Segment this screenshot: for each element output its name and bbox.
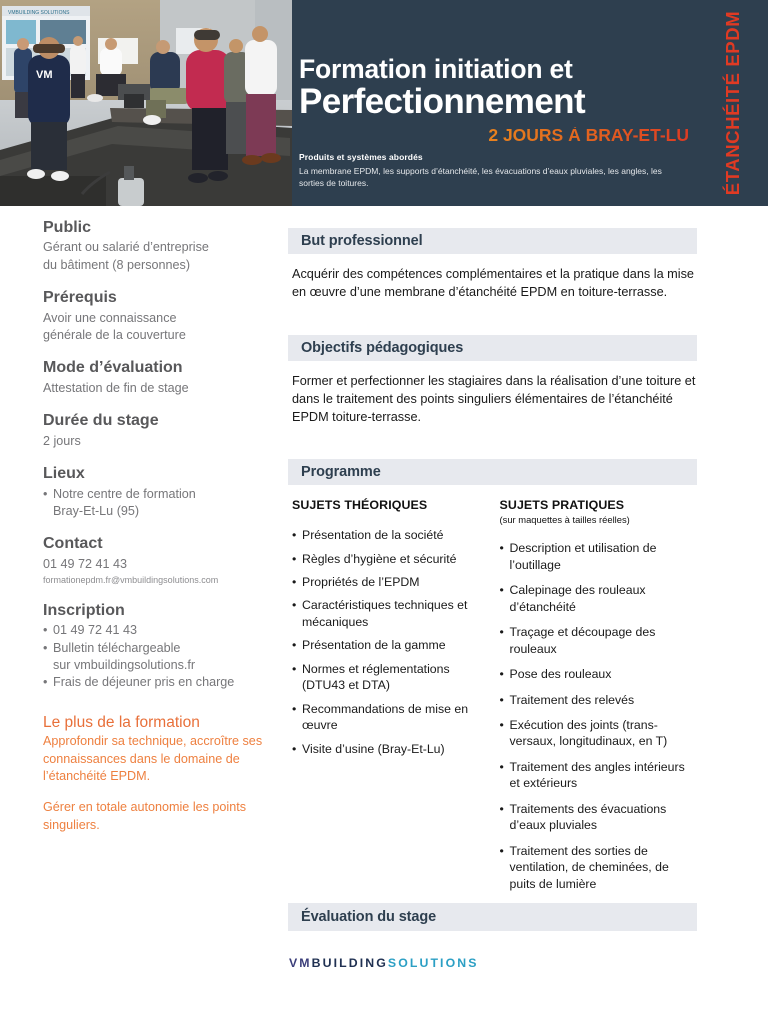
programme-list-pratiques <box>500 540 697 892</box>
section-title: Programme <box>301 464 381 481</box>
list-item: • Traitement des angles intérieurs et extérieurs <box>500 759 697 792</box>
section-header-programme <box>288 459 697 485</box>
programme-columns <box>288 485 697 901</box>
plus-body: Approfondir sa technique, accroître ses connaissances dans le domaine de l’étanchéité EPDM. <box>43 734 263 784</box>
company-logo <box>289 956 479 970</box>
sidebar-heading-inscription: Inscription <box>43 601 125 619</box>
sidebar-block-duree <box>43 411 278 450</box>
course-duration-location: 2 JOURS À BRAY-ET-LU <box>488 125 689 145</box>
sidebar-block-lieux <box>43 464 278 520</box>
sidebar-block-public <box>43 218 278 274</box>
section-title: But professionnel <box>301 233 423 249</box>
sidebar-block-plus <box>43 714 278 834</box>
vertical-category-text: ÉTANCHÉITÉ EPDM <box>722 10 744 196</box>
list-item <box>43 486 278 521</box>
svg-text:VMBUILDING SOLUTIONS: VMBUILDING SOLUTIONS <box>8 10 70 16</box>
sidebar-block-mode-evaluation <box>43 358 278 397</box>
sidebar-block-contact <box>43 534 278 586</box>
programme-heading-pratiques: SUJETS PRATIQUES <box>499 498 625 513</box>
sidebar-text-prerequis-line1: Avoir une connaissance <box>43 310 177 325</box>
list-item: • Description et utilisation de l’outillage <box>500 540 697 573</box>
plus-body-secondary: Gérer en totale autonomie les points singuliers. <box>43 800 247 832</box>
logo-part-solutions: SOLUTIONS <box>387 956 479 970</box>
main-content <box>288 228 697 901</box>
list-item: • Recommandations de mise en œuvre <box>292 701 486 734</box>
sidebar-heading-lieux: Lieux <box>43 465 85 483</box>
inscription-item-0-text: 01 49 72 41 43 <box>53 623 138 638</box>
sidebar-list-lieux <box>43 486 278 521</box>
sidebar-text-public-line2: du bâtiment (8 personnes) <box>43 257 191 272</box>
list-item: • Traitement des relevés <box>500 692 697 708</box>
inscription-item-2-text: Frais de déjeuner pris en charge <box>53 675 235 690</box>
sidebar-block-prerequis <box>43 288 278 344</box>
section-title: Objectifs pédagogiques <box>301 340 464 357</box>
section-title: Évaluation du stage <box>301 909 437 925</box>
inscription-item-1-cont[interactable]: sur vmbuildingsolutions.fr <box>53 658 196 672</box>
programme-list-theoriques <box>292 527 486 757</box>
inscription-item-1-text: Bulletin téléchargeable <box>53 640 181 655</box>
sidebar-text-mode-evaluation: Attestation de fin de stage <box>43 380 189 395</box>
list-item: • Visite d’usine (Bray-Et-Lu) <box>292 741 486 757</box>
sidebar-heading-mode-evaluation: Mode d’évaluation <box>43 359 183 377</box>
sidebar-text-prerequis-line2: générale de la couverture <box>43 328 186 343</box>
section-header-objectifs <box>288 335 697 361</box>
list-item: • Règles d’hygiène et sécurité <box>292 551 486 567</box>
list-item: • Normes et réglementations (DTU43 et DTA) <box>292 661 486 694</box>
vertical-category-label <box>716 0 750 206</box>
lieux-item-cont: Bray-Et-Lu (95) <box>53 503 140 518</box>
svg-text:VM: VM <box>36 69 53 81</box>
header-title-group <box>299 0 689 206</box>
list-item: • Caractéristiques techniques et mécaniques <box>292 597 486 630</box>
list-item: • Propriétés de l’EPDM <box>292 574 486 590</box>
list-item <box>43 640 278 675</box>
products-label: Produits et systèmes abordés <box>299 152 423 162</box>
spacer <box>288 301 697 335</box>
list-item: • Présentation de la société <box>292 527 486 543</box>
sidebar-heading-public: Public <box>43 219 92 236</box>
list-item: • Exécution des joints (trans- versaux, longitudinaux, en T) <box>500 717 697 750</box>
sidebar-text-duree: 2 jours <box>43 433 81 448</box>
programme-heading-theoriques: SUJETS THÉORIQUES <box>292 498 428 513</box>
list-item: • Traçage et découpage des rouleaux <box>500 624 697 657</box>
contact-phone[interactable]: 01 49 72 41 43 <box>43 556 128 571</box>
title-line-1: Formation initiation et <box>299 54 573 84</box>
programme-column-theoriques <box>292 498 486 901</box>
list-item <box>43 674 278 691</box>
list-item: • Calepinage des rouleaux d’étanchéité <box>500 582 697 615</box>
contact-email[interactable]: formationepdm.fr@vmbuildingsolutions.com <box>43 575 219 586</box>
logo-part-building: BUILDING <box>311 956 388 970</box>
lieux-item-text: Notre centre de formation <box>53 486 196 501</box>
sidebar-heading-prerequis: Prérequis <box>43 289 117 307</box>
list-item: • Traitement des sorties de ventilation, de cheminées, de puits de lumière <box>500 843 697 892</box>
sidebar <box>43 218 278 834</box>
document-header <box>0 0 768 206</box>
title-line-2: Perfectionnement <box>299 82 586 121</box>
list-item: • Pose des rouleaux <box>500 666 697 682</box>
list-item: • Présentation de la gamme <box>292 637 486 653</box>
programme-column-pratiques <box>500 498 697 901</box>
sidebar-list-inscription <box>43 622 278 692</box>
sidebar-heading-duree: Durée du stage <box>43 412 159 430</box>
list-item <box>43 622 278 639</box>
section-header-but-professionnel <box>288 228 697 254</box>
section-body-but-professionnel: Acquérir des compétences complémentaires et la pratique dans la mise en œuvre d’une membrane d’étanchéité EPDM en toiture-terrasse. <box>292 267 694 300</box>
sidebar-block-inscription <box>43 601 278 692</box>
logo-part-vm: VM <box>289 956 312 970</box>
programme-subheading-pratiques: (sur maquettes à tailles réelles) <box>499 514 630 526</box>
sidebar-heading-contact: Contact <box>43 535 103 553</box>
sidebar-text-public-line1: Gérant ou salarié d’entreprise <box>43 240 209 255</box>
plus-heading: Le plus de la formation <box>43 713 200 731</box>
spacer <box>288 426 697 459</box>
section-header-evaluation <box>288 903 697 931</box>
products-body: La membrane EPDM, les supports d’étanchéité, les évacuations d’eaux pluviales, les angles, les sorties de toitures. <box>299 166 662 189</box>
header-photo <box>0 0 292 206</box>
list-item: • Traitements des évacuations d’eaux pluviales <box>500 801 697 834</box>
section-body-objectifs: Former et perfectionner les stagiaires dans la réalisation d’une toiture et dans le traitement des points singuliers élémentaires de l’étanchéité EPDM toiture-terrasse. <box>292 374 696 425</box>
